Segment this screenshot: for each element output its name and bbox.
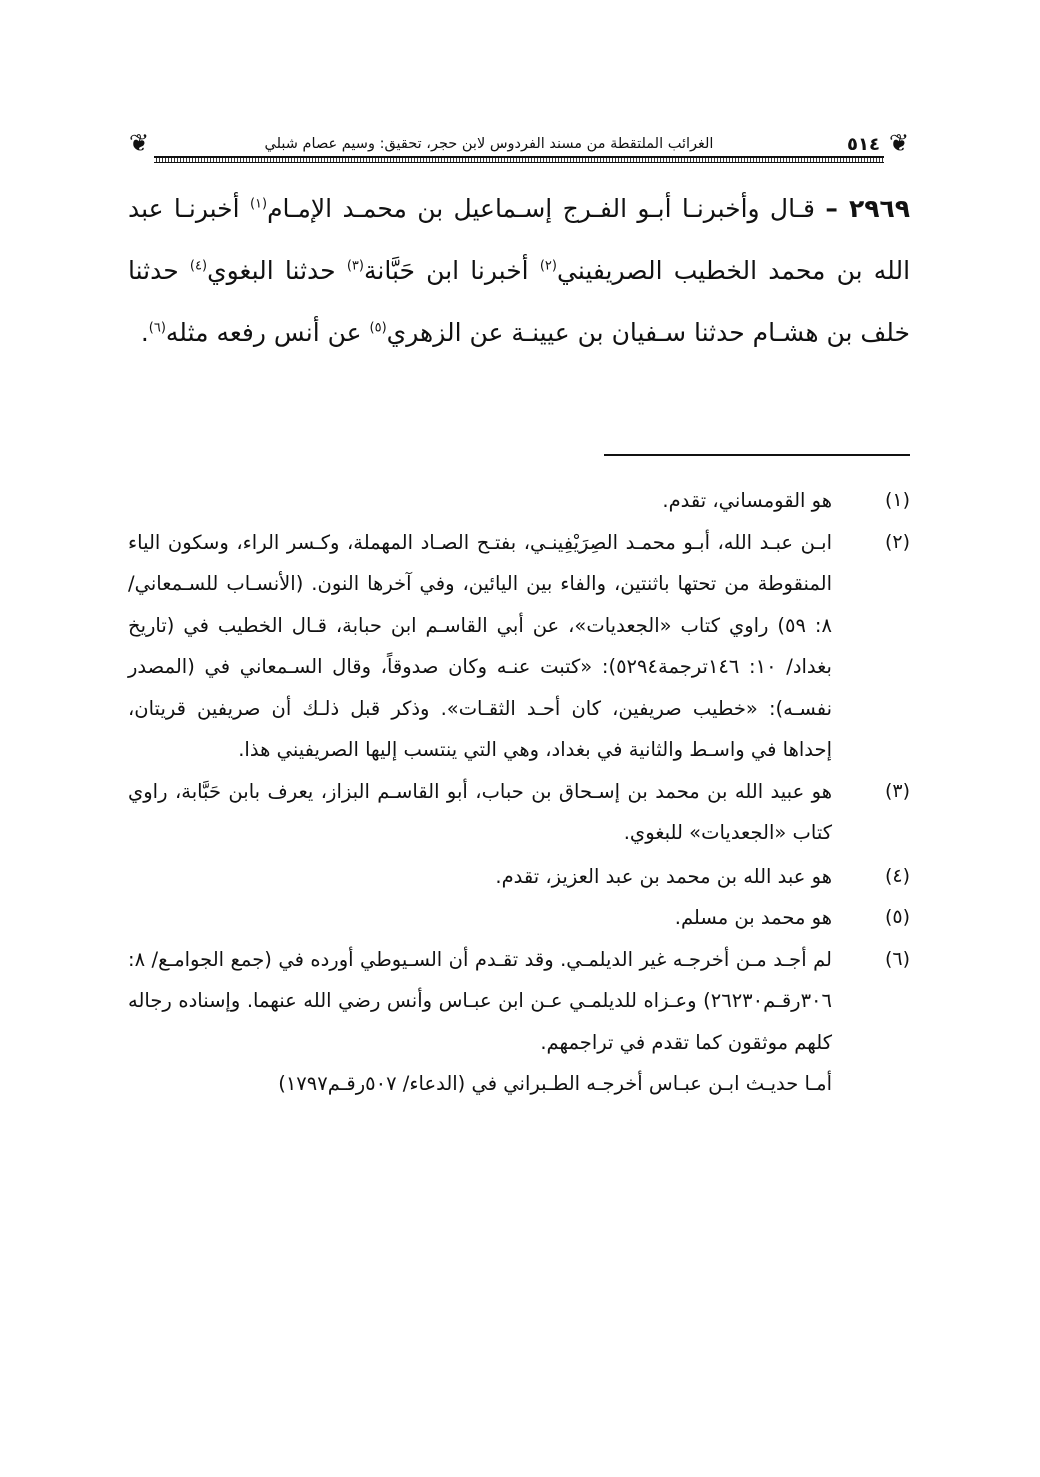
footnote-ref[interactable]: (٣) xyxy=(346,258,364,274)
footnote-text: هو عبد الله بن محمد بن عبد العزيز، تقدم. xyxy=(495,864,832,888)
footnote-number: (٤) xyxy=(884,864,910,887)
narration-segment: حدثنا البغوي xyxy=(207,256,336,285)
running-title: الغرائب الملتقطة من مسند الفردوس لابن حجر، تحقيق: وسيم عصام شبلي xyxy=(264,136,714,152)
footnote-ref[interactable]: (٤) xyxy=(189,258,208,274)
footnote-number: (٦) xyxy=(884,947,910,970)
footnote-item xyxy=(128,897,910,939)
footnote-number: (١) xyxy=(884,489,910,511)
footnote-text: هو عبيد الله بن محمد بن إسـحاق بن حباب، أبو القاسـم البزاز، يعرف بابن حَبَّابة، راوي كتاب «الجعديات» للبغوي. xyxy=(128,779,832,844)
footnote-ref[interactable]: (١) xyxy=(249,196,268,212)
footnotes xyxy=(128,480,910,1105)
floral-ornament-icon: ❦ xyxy=(888,129,910,157)
page-number: ٥١٤ xyxy=(847,134,880,155)
footnote-item xyxy=(128,480,910,522)
footnote-text: ابـن عبـد الله، أبـو محمـد الصِرَيْفِينـي، بفتـح الصـاد المهملة، وكـسر الراء، وسكون الياء المنقوطة من تحتها باثنتين، والفاء بين اليائين، وفي آخرها النون. (الأنسـاب للسـمعاني/ ٨: ٥٩) راوي كتاب «الجعديات»، عن أبي القاسـم ابن حبابة، قـال الخطيب في (تاريخ بغداد/ ١٠: ١٤٦ترجمة٥٢٩٤): «كتبت عنـه وكان صدوقاً، وقال السـمعاني في (المصدر نفسـه): «خطيب صريفين، كان أحـد الثقـات». وذكر قبل ذلـك أن صريفين قريتان، إحداها في واسـط والثانية في بغداد، وهي التي ينتسب إليها الصريفيني هذا. xyxy=(128,530,832,761)
footnote-text: هو محمد بن مسلم. xyxy=(674,906,832,929)
footnote-item xyxy=(128,522,910,771)
narration-segment: عن أنس رفعه مثله xyxy=(165,318,362,347)
header-rule xyxy=(154,156,884,163)
footnote-number: (٥) xyxy=(884,906,910,928)
footnote-separator xyxy=(604,454,910,456)
footnote-ref[interactable]: (٢) xyxy=(539,258,557,274)
end-mark: . xyxy=(140,318,149,347)
footnote-item xyxy=(128,856,910,898)
footnote-item xyxy=(128,939,910,1064)
footnote-number: (٢) xyxy=(884,530,910,553)
narration-segment: حدثنا خلف بن هشـام حدثنا سـفيان بن عيينـة عن الزهري xyxy=(128,256,910,347)
footnote-item xyxy=(128,771,910,854)
floral-ornament-icon: ❦ xyxy=(128,129,150,157)
footnote-text: هو القومساني، تقدم. xyxy=(662,489,832,512)
narration-segment: قـال وأخبرنـا أبـو الفـرج إسـماعيل بن محمـد الإمـام xyxy=(267,194,815,223)
footnote-ref[interactable]: (٥) xyxy=(369,320,387,336)
running-header xyxy=(128,128,910,162)
hadith-number: ٢٩٦٩ – xyxy=(825,194,911,223)
hadith-text xyxy=(128,178,910,364)
narration-segment: أخبرنـا عبد الله بن محمد الخطيب الصريفيني xyxy=(128,194,911,285)
footnote-continuation: أمـا حديـث ابـن عبـاس أخرجـه الطـبراني في (الدعاء/ ٥٠٧رقـم١٧٩٧) xyxy=(278,1072,832,1095)
footnote-ref[interactable]: (٦) xyxy=(148,320,166,336)
footnote-text: لم أجـد مـن أخرجـه غير الديلمـي. وقد تقـدم أن السـيوطي أورده في (جمع الجوامـع/ ٨: ٣٠٦رقـم٢٦٢٣٠) وعـزاه للديلمـي عـن ابن عبـاس وأنس رضي الله عنهما. وإسناده رجاله كلهم موثقون كما تقدم في تراجمهم. xyxy=(128,947,832,1054)
footnote-number: (٣) xyxy=(884,779,910,802)
narration-segment: أخبرنا ابن حَبَّانة xyxy=(363,256,529,285)
